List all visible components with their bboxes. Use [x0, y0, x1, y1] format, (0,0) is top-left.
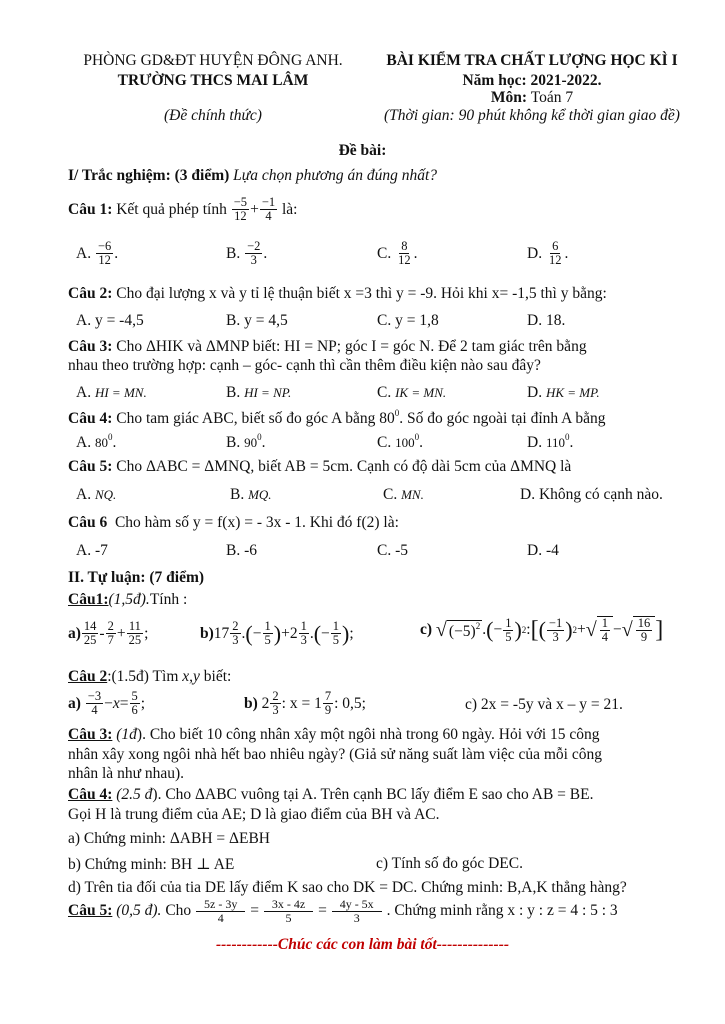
subject-value: Toán 7 — [530, 89, 574, 106]
q3-option-c[interactable]: C. IK = MN. — [377, 384, 447, 401]
q6-option-a[interactable]: A. -7 — [76, 542, 108, 559]
part2-heading: II. Tự luận: (7 điểm) — [68, 569, 205, 586]
part1-heading — [68, 167, 437, 185]
q1-option-d[interactable]: D. $\frac{6}{12}$ . — [527, 239, 569, 268]
e4-part-d: d) Trên tia đối của tia DE lấy điểm K sao cho DK = DC. Chứng minh: B,A,K thẳng hàng? — [68, 879, 627, 896]
q5-option-d[interactable]: D. Không có cạnh nào. — [520, 486, 663, 503]
e2-points: :(1.5đ) Tìm — [107, 668, 179, 685]
q2-option-b[interactable]: B. y = 4,5 — [226, 312, 288, 329]
e5-label: Câu 5: — [68, 902, 113, 920]
q1-option-b[interactable]: B. $\frac{-2}{3}$ . — [226, 239, 268, 268]
q2-label: Câu 2: — [68, 285, 113, 302]
q3-label: Câu 3: — [68, 338, 113, 355]
e2-tail: biết: — [203, 668, 232, 685]
q4-label: Câu 4: — [68, 410, 113, 427]
q1-tail: là: — [282, 200, 298, 218]
footer-wish: ------------Chúc các con làm bài tốt-------------- — [215, 936, 510, 953]
q2-option-c[interactable]: C. y = 1,8 — [377, 312, 439, 329]
e3-points: (1đ — [116, 726, 137, 743]
e1-label: Câu1: — [68, 591, 109, 608]
essay-3 — [68, 726, 600, 744]
q1-fraction-1: $\frac{-5}{12}$ — [233, 195, 248, 224]
e4-line2: Gọi H là trung điểm của AE; D là giao điểm của BH và AC. — [68, 806, 440, 823]
q4-text: Cho tam giác ABC, biết số đo góc A bằng 80 — [116, 410, 395, 427]
q2-option-d[interactable]: D. 18. — [527, 312, 566, 329]
e5-fraction-1: $\frac{5z - 3y}{4}$ — [196, 898, 245, 924]
page-title: Đề bài: — [338, 142, 387, 159]
e4-label: Câu 4: — [68, 786, 113, 803]
q3-line2: nhau theo trường hợp: cạnh – góc- cạnh thì cần thêm điều kiện nào sau đây? — [68, 357, 541, 374]
e1-points: (1,5đ). — [108, 591, 150, 608]
department-name: PHÒNG GD&ĐT HUYỆN ĐÔNG ANH. — [83, 52, 343, 69]
essay-1 — [68, 591, 187, 609]
e5-tail: . Chứng minh rằng x : y : z = 4 : 5 : 3 — [386, 902, 618, 920]
q1-option-a[interactable]: A. $\frac{-6}{12}$ . — [76, 239, 119, 268]
e4-points: (2.5 đ — [116, 786, 153, 803]
q2-text: Cho đại lượng x và y tỉ lệ thuận biết x =3 thì y = -9. Hỏi khi x= -1,5 thì y bằng: — [116, 285, 607, 302]
essay-2 — [68, 668, 231, 686]
e1-part-b: b) 17 $\frac{2}{3}$ . ( − $\frac{1}{5}$ ) +2 $\frac{1}{3}$ . ( − $\frac{1}{5}$ ) ; — [200, 619, 354, 648]
q1-operator: + — [250, 200, 259, 218]
question-4: Câu 4: Cho tam giác ABC, biết số đo góc A bằng $80^0$. Số đo góc ngoài tại đỉnh A bằng — [68, 408, 606, 427]
q4-option-d[interactable]: D. $110^0$. — [527, 432, 574, 451]
q6-option-c[interactable]: C. -5 — [377, 542, 408, 559]
e3-line1: ). Cho biết 10 công nhân xây một ngôi nhà trong 60 ngày. Hỏi với 15 công — [136, 726, 600, 743]
e4-part-a: a) Chứng minh: ΔABH = ΔEBH — [68, 830, 270, 847]
q6-text: Cho hàm số y = f(x) = - 3x - 1. Khi đó f(2) là: — [114, 514, 399, 531]
subject-label: Môn: — [490, 89, 528, 106]
q1-fraction-2: $\frac{-1}{4}$ — [261, 195, 276, 224]
e1-text: Tính : — [149, 591, 188, 608]
e2-part-b: b) 2 $\frac{2}{3}$ : x = 1 $\frac{7}{9}$ : 0,5; — [244, 689, 366, 718]
official-note: (Đề chính thức) — [164, 107, 262, 124]
q3-line1: Cho ΔHIK và ΔMNP biết: HI = NP; góc I = góc N. Để 2 tam giác trên bằng — [116, 338, 587, 355]
q3-option-d[interactable]: D. HK = MP. — [527, 384, 600, 401]
q1-option-c[interactable]: C. $\frac{8}{12}$ . — [377, 239, 418, 268]
q6-option-d[interactable]: D. -4 — [527, 542, 559, 559]
e5-fraction-2: $\frac{3x - 4z}{5}$ — [264, 898, 313, 924]
exam-title: BÀI KIỂM TRA CHẤT LƯỢNG HỌC KÌ I — [386, 52, 678, 69]
essay-5: Câu 5: (0,5 đ). Cho $\frac{5z - 3y}{4}$ = $\frac{3x - 4z}{5}$ = $\frac{4y - 5x}{3}$ . Chứng minh rằng x : y : z = 4 : 5 : 3 — [68, 897, 618, 925]
q5-text: Cho ΔABC = ΔMNQ, biết AB = 5cm. Cạnh có độ dài 5cm của ΔMNQ là — [116, 458, 572, 475]
q3-option-a[interactable]: A. HI = MN. — [76, 384, 147, 401]
time-note: (Thời gian: 90 phút không kể thời gian giao đề) — [384, 107, 680, 124]
question-2 — [68, 285, 607, 303]
e5-cho: Cho — [165, 902, 192, 920]
q5-option-a[interactable]: A. NQ. — [76, 486, 117, 503]
e2-part-c: c) 2x = -5y và x – y = 21. — [465, 696, 623, 713]
question-6 — [68, 514, 399, 532]
essay-4 — [68, 786, 593, 804]
q4-option-b[interactable]: B. $90^0$. — [226, 432, 266, 451]
e4-line1: ). Cho ΔABC vuông tại A. Trên cạnh BC lấy điểm E sao cho AB = BE. — [152, 786, 594, 803]
e4-part-c: c) Tính số đo góc DEC. — [376, 855, 523, 872]
e1-part-a: a) $\frac{14}{25}$ - $\frac{2}{7}$ + $\frac{11}{25}$ ; — [68, 619, 149, 648]
e2-part-a: a) $\frac{-3}{4}$ − x = $\frac{5}{6}$ ; — [68, 689, 146, 718]
question-1 — [68, 196, 298, 223]
q6-option-b[interactable]: B. -6 — [226, 542, 257, 559]
question-5 — [68, 458, 571, 476]
e3-line2: nhân xây xong ngôi nhà hết bao nhiêu ngày? (Giả sử năng suất làm việc của mỗi công — [68, 746, 602, 763]
q1-label: Câu 1: — [68, 200, 113, 218]
part1-title: I/ Trắc nghiệm: (3 điểm) — [68, 167, 230, 184]
e5-fraction-3: $\frac{4y - 5x}{3}$ — [332, 898, 382, 924]
e2-vars: x,y — [182, 668, 200, 685]
q6-label: Câu 6 — [68, 514, 108, 531]
question-3 — [68, 338, 587, 356]
q4-option-c[interactable]: C. $100^0$. — [377, 432, 423, 451]
q2-option-a[interactable]: A. y = -4,5 — [76, 312, 144, 329]
q5-label: Câu 5: — [68, 458, 113, 475]
q4-option-a[interactable]: A. $80^0$. — [76, 432, 117, 451]
q3-option-b[interactable]: B. HI = NP. — [226, 384, 292, 401]
e1-part-c: c) √ $(-5)^2$ . ( − $\frac{1}{5}$ ) 2 : [ ( $\frac{-1}{3}$ ) 2 + √ $\frac{1}{4}$ − √ $\frac{16}{9}$ ] — [420, 615, 664, 645]
q5-option-b[interactable]: B. MQ. — [230, 486, 272, 503]
e4-part-b: b) Chứng minh: BH ⊥ AE — [68, 856, 235, 873]
school-name: TRƯỜNG THCS MAI LÂM — [117, 72, 309, 89]
q1-text: Kết quả phép tính — [116, 200, 227, 218]
subject-line — [362, 89, 702, 107]
e5-points: (0,5 đ). — [116, 902, 162, 920]
e3-line3: nhân là như nhau). — [68, 765, 185, 782]
q5-option-c[interactable]: C. MN. — [383, 486, 424, 503]
e2-label: Câu 2 — [68, 668, 108, 685]
part1-instruction: Lựa chọn phương án đúng nhất? — [233, 167, 438, 184]
school-year: Năm học: 2021-2022. — [462, 72, 602, 89]
e3-label: Câu 3: — [68, 726, 113, 743]
